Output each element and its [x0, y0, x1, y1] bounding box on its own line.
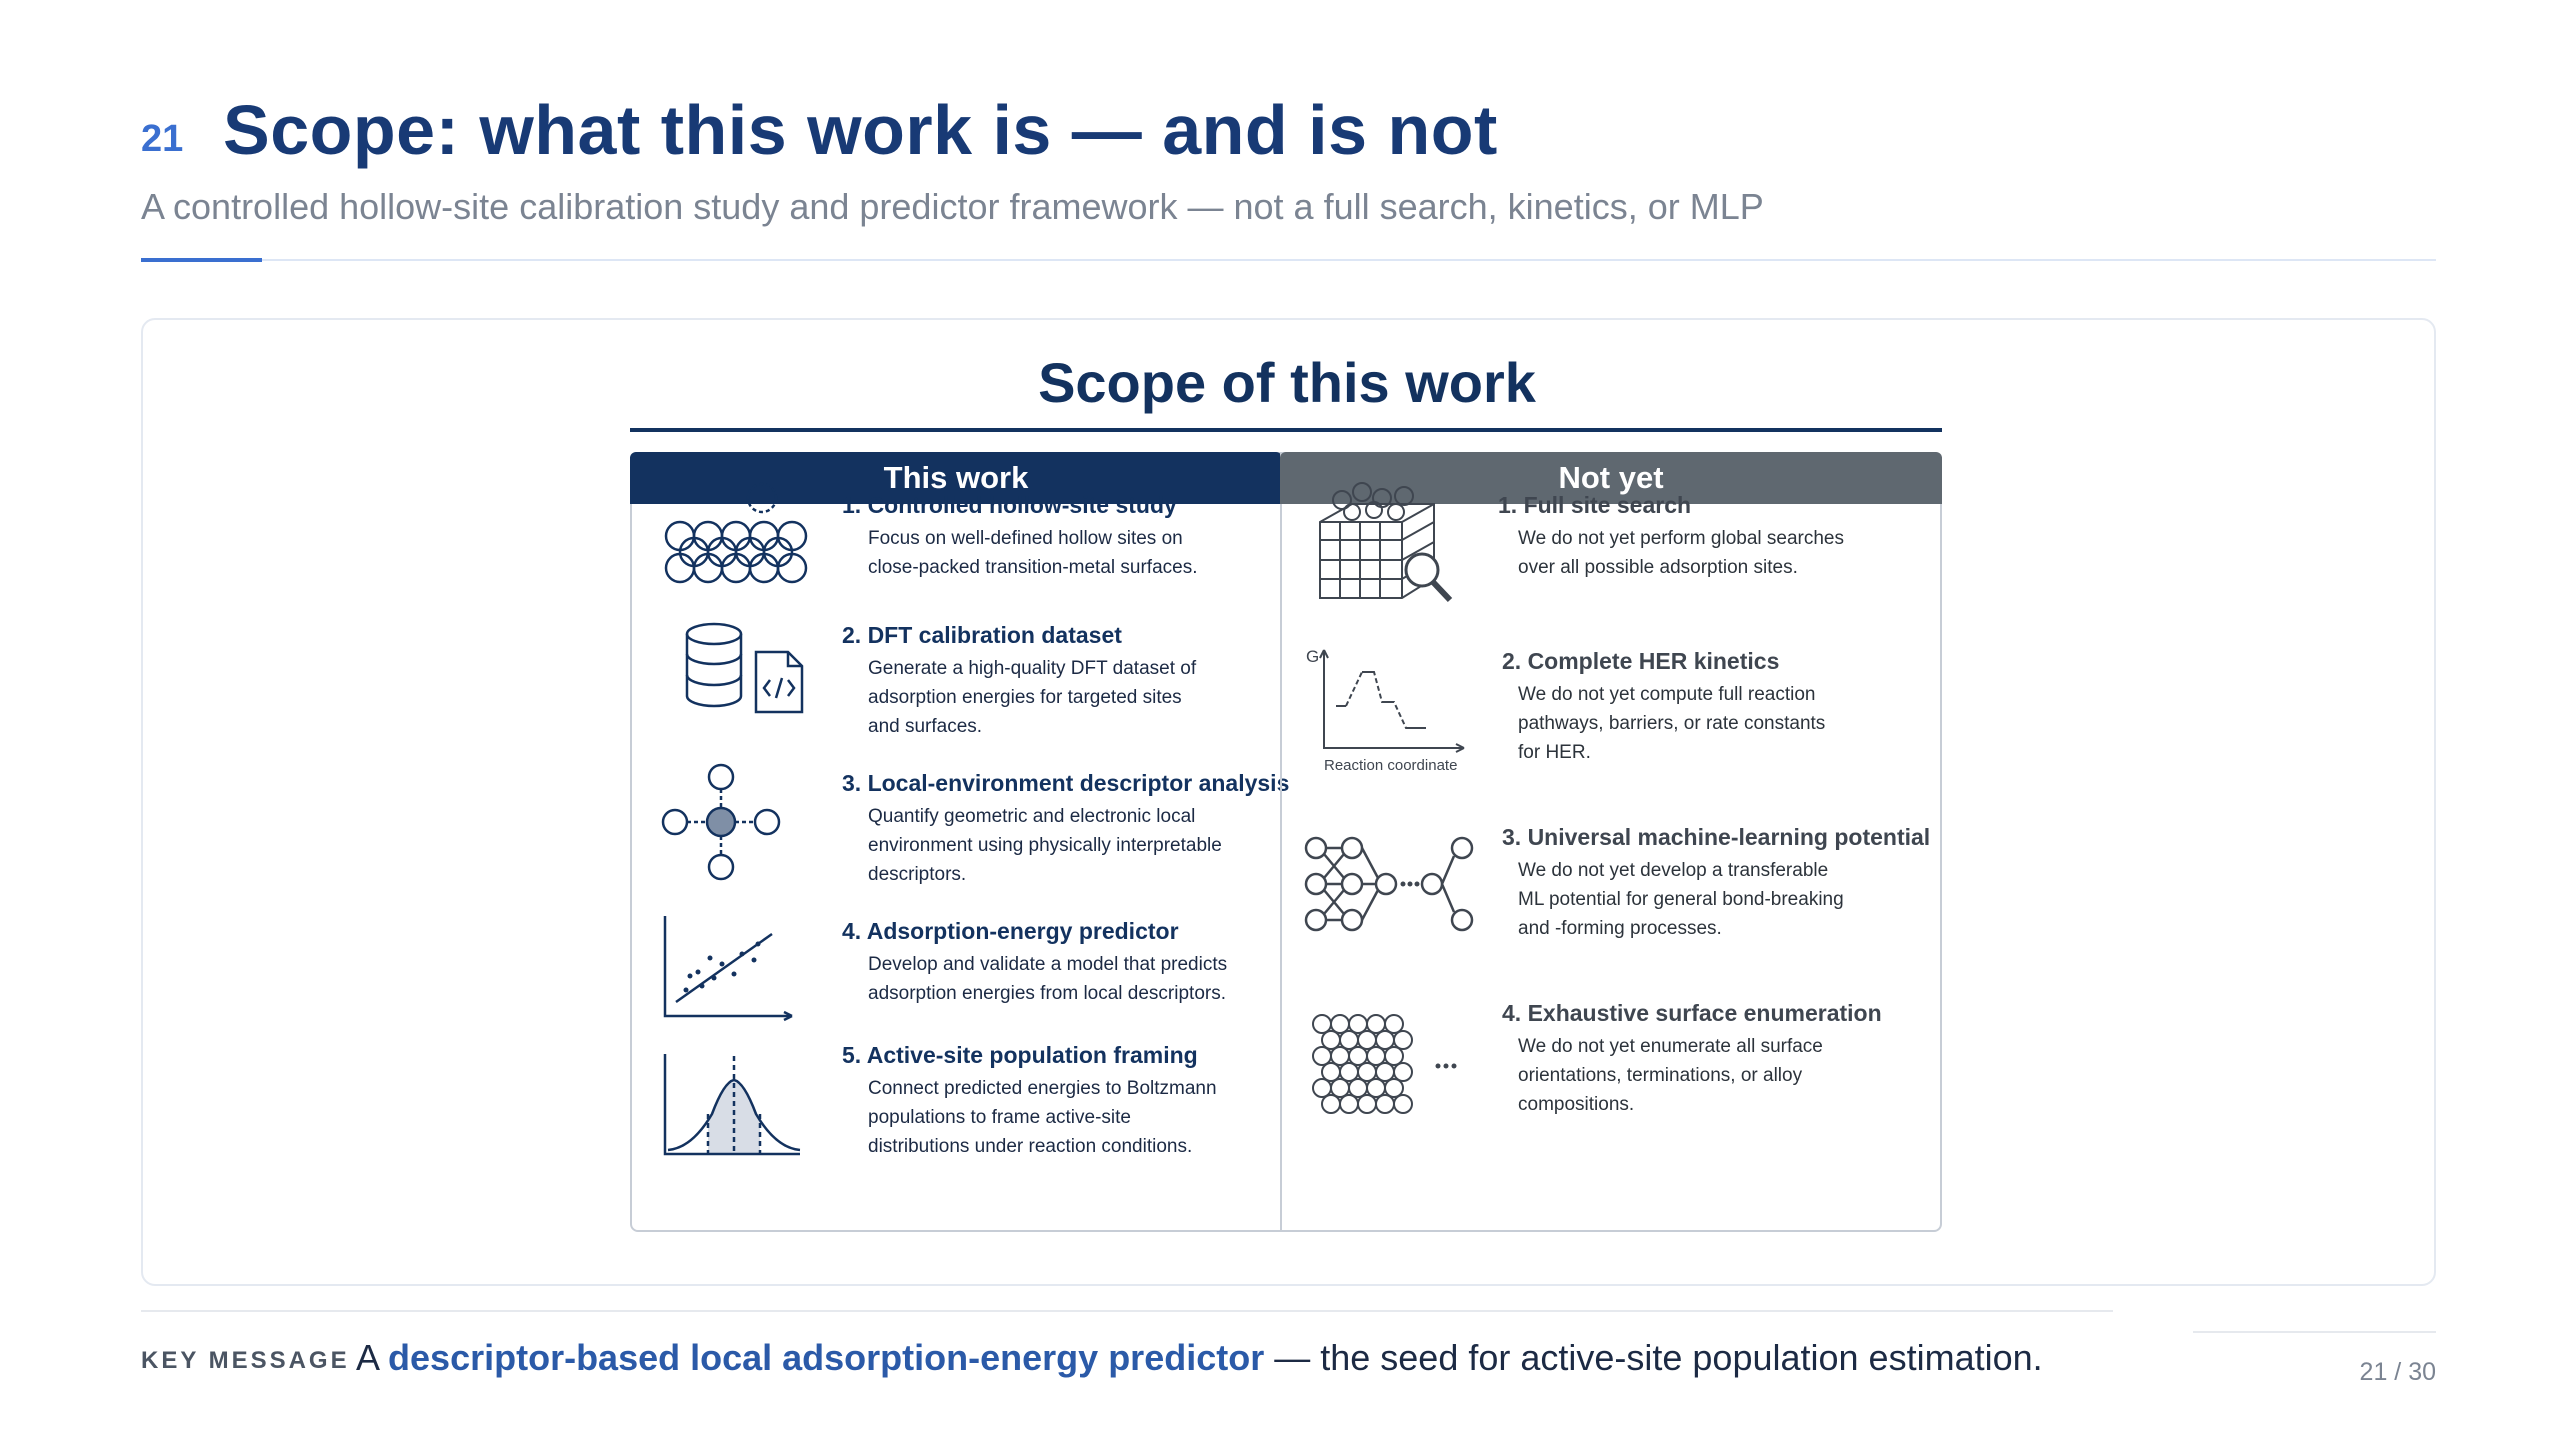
database-code-icon [684, 622, 814, 718]
not-yet-item-4-desc: We do not yet enumerate all surface orientations, terminations, or alloy compositions. [1518, 1036, 1823, 1115]
energy-axis-label: G [1306, 647, 1320, 666]
this-work-item-4-desc: Develop and validate a model that predicts adsorption energies from local descriptors. [868, 954, 1228, 1004]
reaction-coordinate-label: Reaction coordinate [1324, 757, 1458, 774]
pager-divider [2193, 1331, 2436, 1333]
not-yet-item-1-title: 1. Full site search [1498, 492, 1692, 518]
page-indicator: 21 / 30 [2359, 1358, 2436, 1386]
not-yet-heading: Not yet [1280, 452, 1942, 504]
key-message-label: KEY MESSAGE [141, 1347, 350, 1374]
this-work-item-1-desc: Focus on well-defined hollow sites on close-packed transition-metal surfaces. [868, 528, 1198, 578]
key-message-prefix: A [356, 1337, 389, 1378]
this-work-heading: This work [630, 452, 1282, 504]
this-work-item-5-title: 5. Active-site population framing [842, 1042, 1198, 1068]
hollow-site-lattice-icon [662, 484, 812, 599]
local-environment-icon [662, 764, 792, 884]
distribution-curve-icon [662, 1054, 802, 1158]
this-work-item-4-title: 4. Adsorption-energy predictor [842, 918, 1179, 944]
surface-lattice-icon [1312, 1012, 1482, 1122]
scope-figure [594, 334, 1980, 1266]
key-message-highlight: descriptor-based local adsorption-energy predictor [388, 1337, 1265, 1378]
footer-divider [141, 1310, 2113, 1312]
key-message-suffix: — the seed for active-site population estimation. [1264, 1337, 2043, 1378]
this-work-item-5-desc: Connect predicted energies to Boltzmann populations to frame active-site distributions under reaction conditions. [868, 1078, 1217, 1157]
not-yet-item-3-desc: We do not yet develop a transferable ML potential for general bond-breaking and -forming processes. [1518, 860, 1844, 939]
not-yet-item-2-title: 2. Complete HER kinetics [1502, 648, 1780, 674]
slide-number: 21 [141, 118, 184, 160]
title-divider-accent [141, 258, 262, 262]
this-work-item-3-desc: Quantify geometric and electronic local environment using physically interpretable descriptors. [868, 806, 1222, 885]
not-yet-item-2-desc: We do not yet compute full reaction pathways, barriers, or rate constants for HER. [1518, 684, 1826, 763]
title-divider [141, 259, 2436, 261]
neural-network-icon [1302, 834, 1477, 939]
page-subtitle: A controlled hollow-site calibration study and predictor framework — not a full search, kinetics, or MLP [141, 186, 1764, 227]
this-work-item-3-title: 3. Local-environment descriptor analysis [842, 770, 1290, 796]
not-yet-panel [1280, 452, 1942, 1232]
this-work-item-2-desc: Generate a high-quality DFT dataset of adsorption energies for targeted sites and surfaces. [868, 658, 1197, 737]
this-work-item-1-title: 1. Controlled hollow-site study [842, 492, 1177, 518]
key-message [356, 1337, 2043, 1379]
not-yet-item-4-title: 4. Exhaustive surface enumeration [1502, 1000, 1882, 1026]
figure-title: Scope of this work [1038, 351, 1536, 414]
not-yet-item-3-title: 3. Universal machine-learning potential [1502, 824, 1931, 850]
not-yet-item-1-desc: We do not yet perform global searches over all possible adsorption sites. [1518, 528, 1844, 578]
page-title: Scope: what this work is — and is not [223, 91, 1498, 169]
cube-search-icon [1312, 482, 1472, 607]
this-work-panel [630, 452, 1290, 1232]
this-work-item-2-title: 2. DFT calibration dataset [842, 622, 1122, 648]
figure-title-rule [630, 428, 1942, 432]
scatter-fit-icon [662, 916, 802, 1022]
energy-profile-icon [1302, 644, 1482, 774]
